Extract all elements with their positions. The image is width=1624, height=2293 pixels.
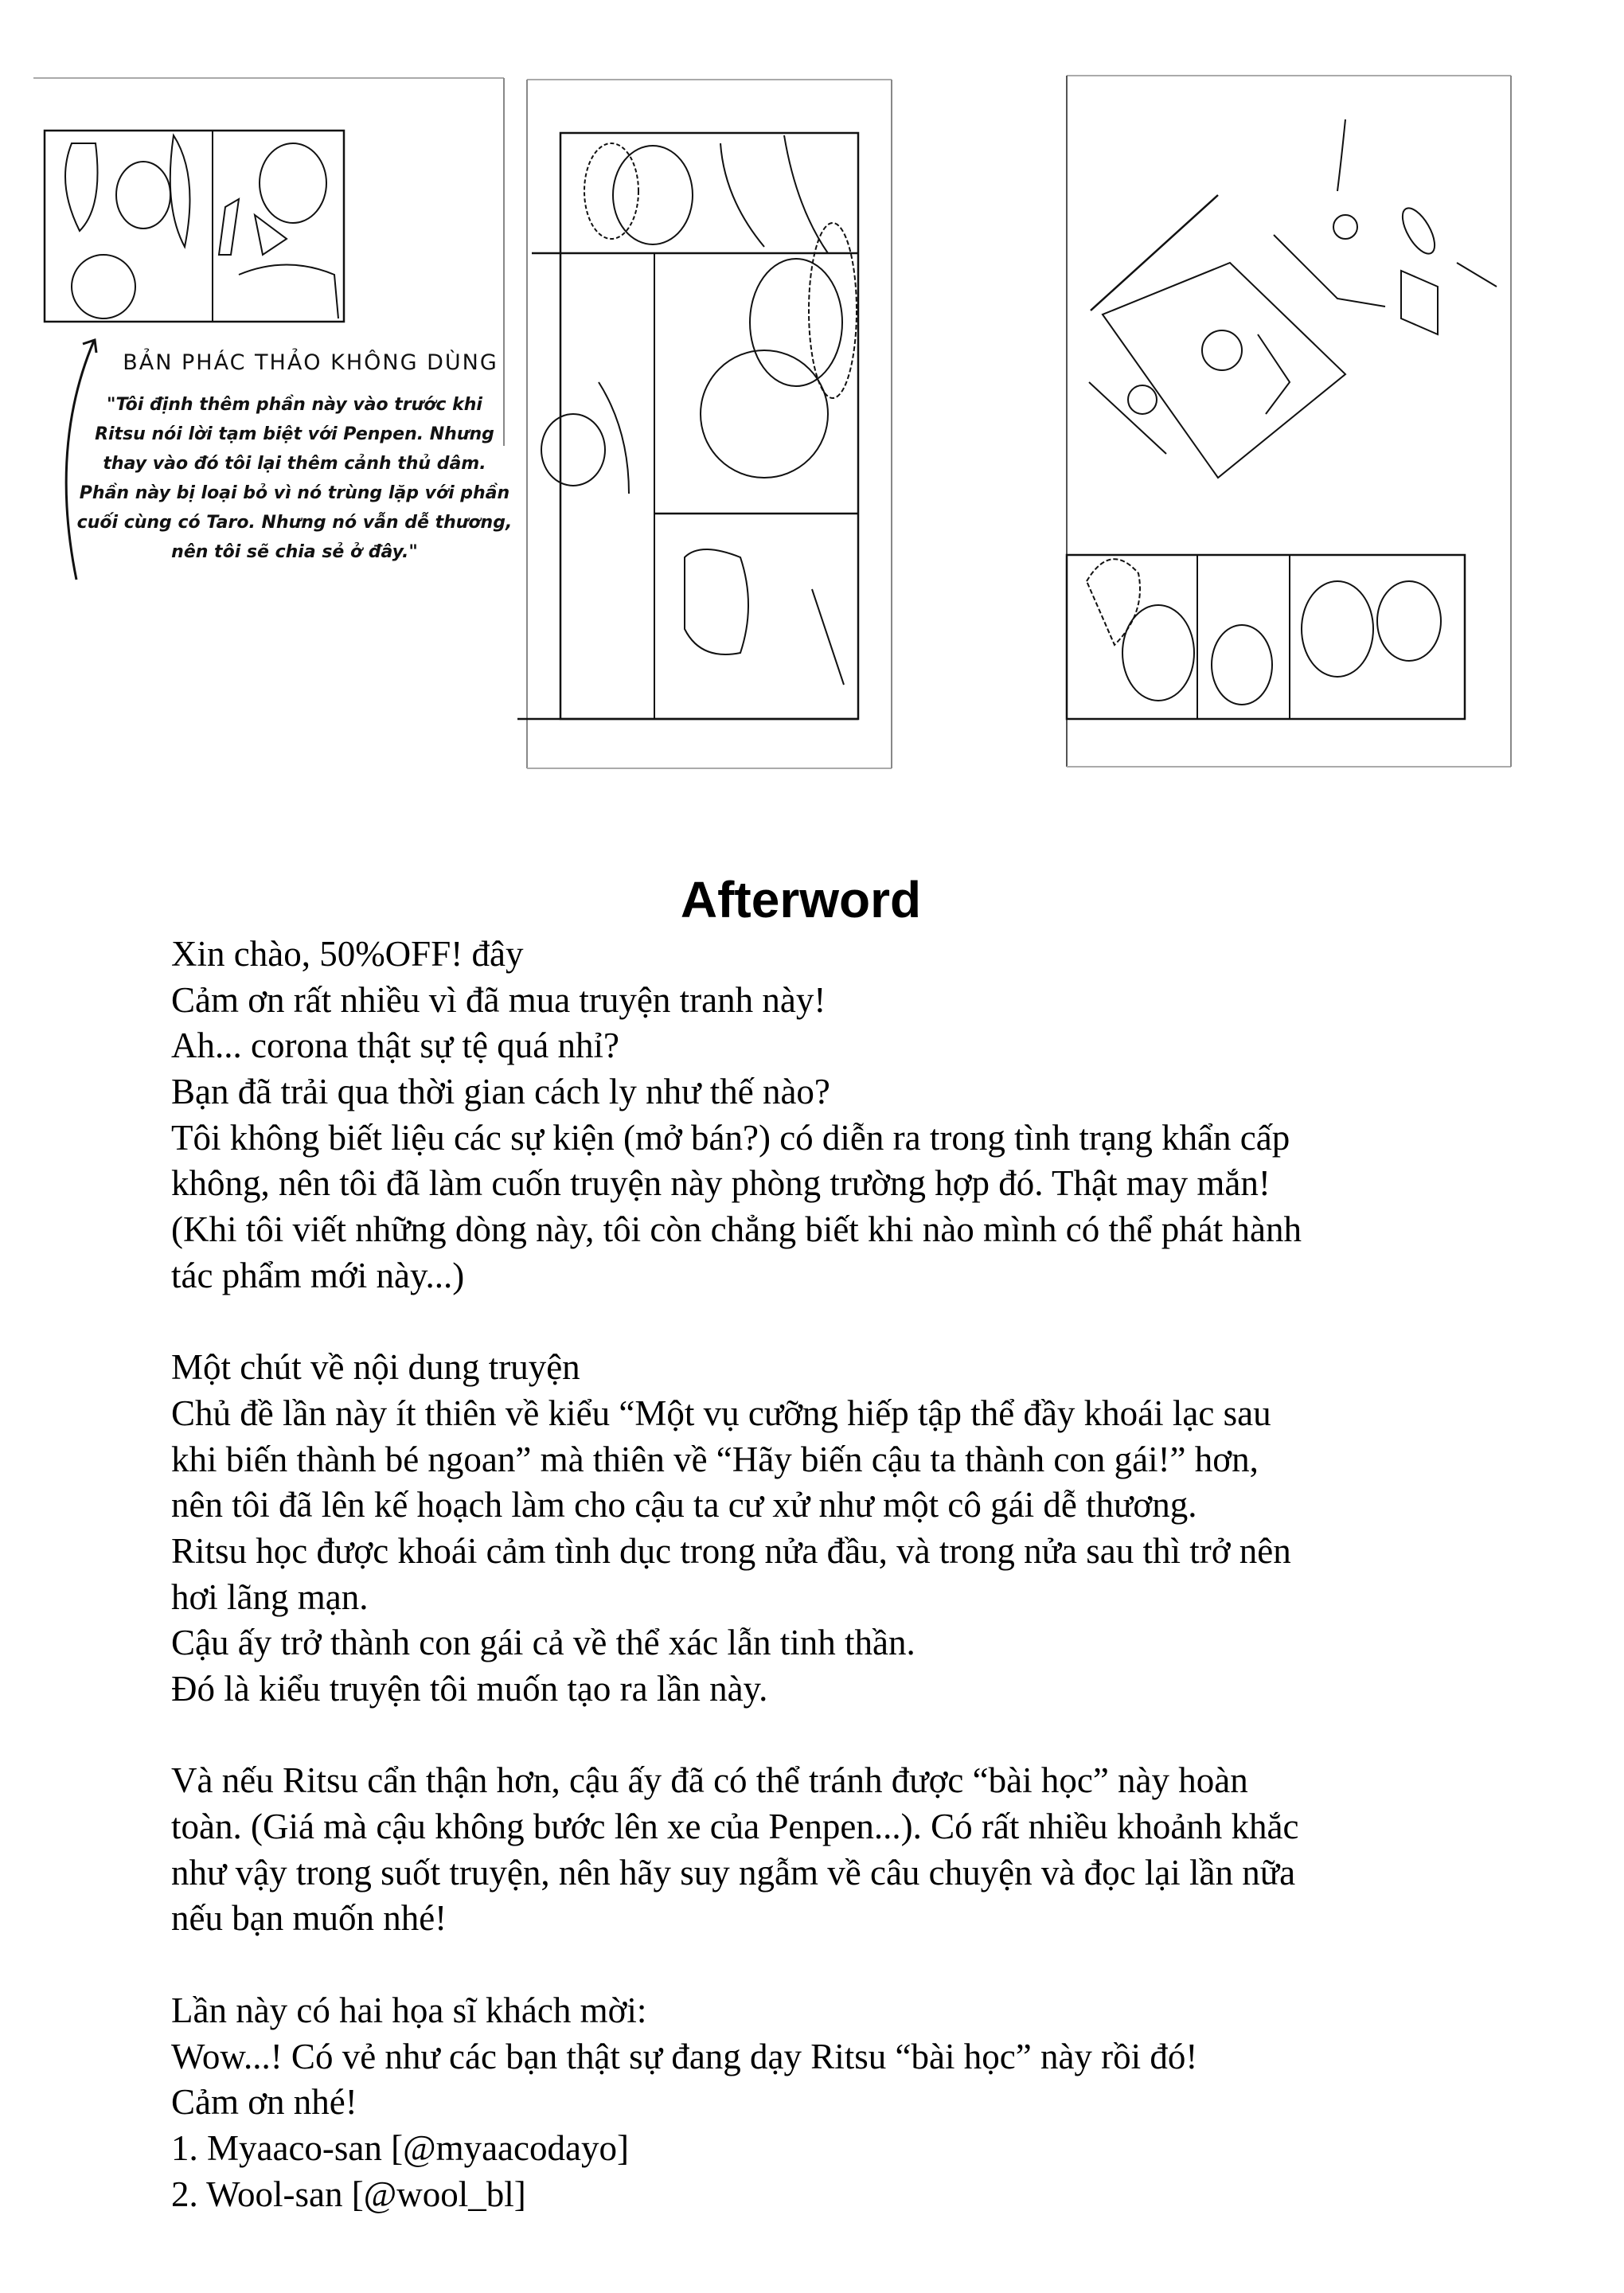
afterword-line: Ritsu học được khoái cảm tình dục trong nửa đầu, và trong nửa sau thì trở nên	[171, 1530, 1291, 1571]
afterword-blank-line	[171, 1713, 1524, 1759]
afterword-line: tác phẩm mới này...)	[171, 1255, 465, 1295]
afterword-line: 1. Myaaco-san [@myaacodayo]	[171, 2127, 629, 2168]
afterword-line: Ah... corona thật sự tệ quá nhỉ?	[171, 1025, 619, 1066]
afterword-line: Chủ đề lần này ít thiên về kiểu “Một vụ cưỡng hiếp tập thể đầy khoái lạc sau	[171, 1393, 1271, 1433]
sketch-panel-frame	[560, 133, 858, 719]
afterword-line: Tôi không biết liệu các sự kiện (mở bán?) có diễn ra trong tình trạng khẩn cấp	[171, 1117, 1290, 1158]
afterword-line: như vậy trong suốt truyện, nên hãy suy ngẫm về câu chuyện và đọc lại lần nữa	[171, 1852, 1296, 1893]
afterword-line: Cậu ấy trở thành con gái cả về thể xác lẫn tinh thần.	[171, 1623, 915, 1663]
afterword-blank-line	[171, 1299, 1524, 1346]
sketch-panel-frame	[1067, 555, 1465, 719]
afterword-body	[171, 932, 1524, 2217]
afterword-line: toàn. (Giá mà cậu không bước lên xe của Penpen...). Có rất nhiều khoảnh khắc	[171, 1807, 1299, 1847]
sketch-note-body	[72, 390, 517, 567]
sketch-note-line: thay vào đó tôi lại thêm cảnh thủ dâm.	[103, 454, 486, 474]
sketch-sheet-right	[1067, 76, 1511, 767]
afterword-line: nên tôi đã lên kế hoạch làm cho cậu ta cư xử như một cô gái dễ thương.	[171, 1485, 1197, 1525]
afterword-line: Và nếu Ritsu cẩn thận hơn, cậu ấy đã có thể tránh được “bài học” này hoàn	[171, 1760, 1248, 1801]
afterword-line: nếu bạn muốn nhé!	[171, 1898, 447, 1939]
afterword-line: (Khi tôi viết những dòng này, tôi còn chẳng biết khi nào mình có thể phát hành	[171, 1209, 1302, 1250]
sketch-panel-frame	[45, 131, 344, 322]
afterword-line: Đó là kiểu truyện tôi muốn tạo ra lần này.	[171, 1669, 768, 1709]
afterword-line: 2. Wool-san [@wool_bl]	[171, 2174, 526, 2214]
afterword-line: khi biến thành bé ngoan” mà thiên về “Hãy biến cậu ta thành con gái!” hơn,	[171, 1439, 1259, 1479]
sketch-sheet-middle	[517, 80, 892, 768]
afterword-line: Cảm ơn nhé!	[171, 2082, 357, 2123]
afterword-line: Một chút về nội dung truyện	[171, 1347, 580, 1388]
sketch-note-line: "Tôi định thêm phần này vào trước khi	[107, 395, 482, 415]
afterword-line: hơi lãng mạn.	[171, 1576, 369, 1617]
afterword-line: Xin chào, 50%OFF! đây	[171, 934, 524, 974]
sketch-note-title: BẢN PHÁC THẢO KHÔNG DÙNG	[123, 350, 498, 375]
sketch-note-line: Phần này bị loại bỏ vì nó trùng lặp với phần	[79, 483, 510, 503]
afterword-line: Wow...! Có vẻ như các bạn thật sự đang dạy Ritsu “bài học” này rồi đó!	[171, 2036, 1198, 2076]
afterword-line: Lần này có hai họa sĩ khách mời:	[171, 1990, 647, 2030]
sketch-note-line: nên tôi sẽ chia sẻ ở đây."	[171, 542, 418, 562]
afterword-blank-line	[171, 1942, 1524, 1988]
afterword-title: Afterword	[680, 871, 922, 928]
afterword-line: Bạn đã trải qua thời gian cách ly như thế nào?	[171, 1072, 830, 1112]
afterword-line: không, nên tôi đã làm cuốn truyện này phòng trường hợp đó. Thật may mắn!	[171, 1163, 1271, 1204]
sketch-note-line: Ritsu nói lời tạm biệt với Penpen. Nhưng	[95, 424, 494, 444]
sketch-note-line: cuối cùng có Taro. Nhưng nó vẫn dễ thương,	[76, 513, 513, 533]
afterword-line: Cảm ơn rất nhiều vì đã mua truyện tranh này!	[171, 979, 826, 1020]
